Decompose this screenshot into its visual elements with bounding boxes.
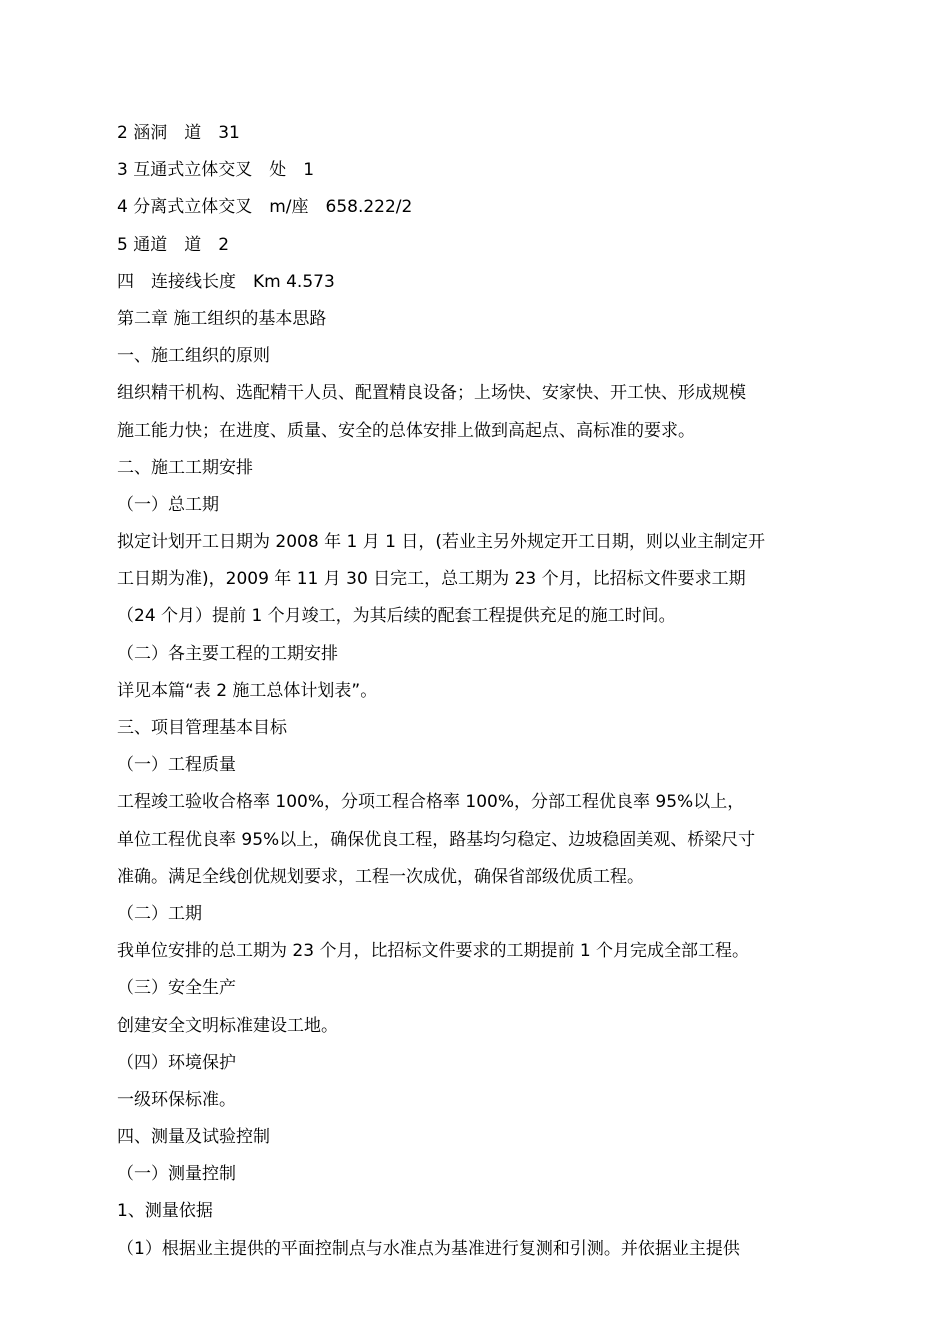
section-heading: 四、测量及试验控制 [117,1127,270,1148]
paragraph-line: 创建安全文明标准建设工地。 [117,1015,338,1036]
paragraph-line: 拟定计划开工日期为 2008 年 1 月 1 日，(若业主另外规定开工日期，则以业主制定开 [117,532,765,553]
subsection-heading: （二）工期 [117,903,202,924]
subsection-heading: （三）安全生产 [117,978,236,999]
subsection-heading: （一）总工期 [117,494,219,515]
paragraph-line: 工日期为准)，2009 年 11 月 30 日完工，总工期为 23 个月，比招标文件要求工期 [117,569,746,590]
paragraph-line: 一级环保标准。 [117,1089,236,1110]
text-line: 5 通道 道 2 [117,234,230,255]
paragraph-line: 施工能力快；在进度、质量、安全的总体安排上做到高起点、高标准的要求。 [117,420,695,441]
item-heading: 1、测量依据 [117,1201,213,1222]
paragraph-line: （24 个月）提前 1 个月竣工，为其后续的配套工程提供充足的施工时间。 [117,606,676,627]
document-body [117,115,837,1268]
paragraph-line: 组织精干机构、选配精干人员、配置精良设备；上场快、安家快、开工快、形成规模 [117,383,746,404]
section-heading: 二、施工工期安排 [117,457,253,478]
paragraph-line: 详见本篇“表 2 施工总体计划表”。 [117,680,378,701]
subsection-heading: （一）测量控制 [117,1164,236,1185]
paragraph-line: 我单位安排的总工期为 23 个月，比招标文件要求的工期提前 1 个月完成全部工程。 [117,941,750,962]
text-line: 2 涵洞 道 31 [117,123,240,143]
section-heading: 三、项目管理基本目标 [117,718,287,738]
section-heading: 一、施工组织的原则 [117,346,270,367]
paragraph-line: （1）根据业主提供的平面控制点与水准点为基准进行复测和引测。并依据业主提供 [117,1238,740,1259]
text-line: 3 互通式立体交叉 处 1 [117,160,315,181]
subsection-heading: （四）环境保护 [117,1052,236,1073]
chapter-heading: 第二章 施工组织的基本思路 [117,308,327,329]
subsection-heading: （二）各主要工程的工期安排 [117,643,338,664]
paragraph-line: 单位工程优良率 95%以上，确保优良工程，路基均匀稳定、边坡稳固美观、桥梁尺寸 [117,829,756,850]
text-line: 4 分离式立体交叉 m/座 658.222/2 [117,197,413,218]
text-line: 四 连接线长度 Km 4.573 [117,271,335,292]
paragraph-line: 工程竣工验收合格率 100%，分项工程合格率 100%，分部工程优良率 95%以上， [117,792,745,813]
subsection-heading: （一）工程质量 [117,755,236,776]
paragraph-line: 准确。满足全线创优规划要求，工程一次成优，确保省部级优质工程。 [117,866,644,887]
